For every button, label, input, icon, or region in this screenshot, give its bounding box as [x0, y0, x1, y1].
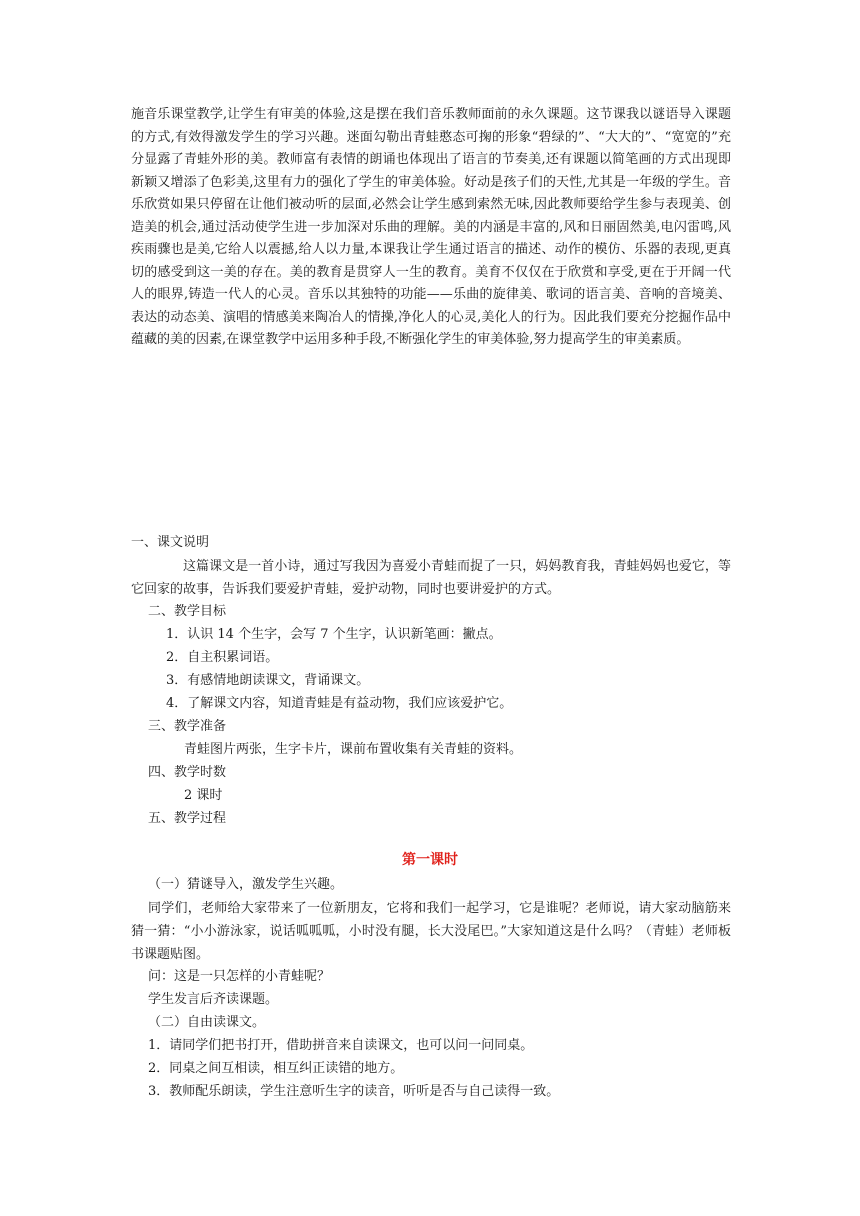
reading-step-item: 2．同桌之间互相读，相互纠正读错的地方。	[148, 1061, 404, 1076]
section-heading-preparation: 三、教学准备	[148, 719, 227, 734]
goal-item: 3．有感情地朗读课文，背诵课文。	[166, 673, 370, 688]
question-text: 问：这是一只怎样的小青蛙呢？	[148, 969, 331, 984]
intro-paragraph: 施音乐课堂教学,让学生有审美的体验,这是摆在我们音乐教师面前的永久课题。这节课我以谜语导入课题的方式,有效得激发学生的学习兴趣。迷面勾勒出青蛙憨态可掬的形象“碧绿的”、“大大的”、“宽宽的”充分显露了青蛙外形的美。教师富有表情的朗诵也体现出了语言的节奏美,还有课题以简笔画的方式出现即新颖又增添了色彩美,这里有力的强化了学生的审美体验。好动是孩子们的天性,尤其是一年级的学生。音乐欣赏如果只停留在让他们被动听的层面,必然会让学生感到索然无味,因此教师要给学生参与表现美、创造美的机会,通过活动使学生进一步加深对乐曲的理解。美的内涵是丰富的,风和日丽固然美,电闪雷鸣,风疾雨骤也是美,它给人以震撼,给人以力量,本课我让学生通过语言的描述、动作的模仿、乐器的表现,更真切的感受到这一美的存在。美的教育是贯穿人一生的教育。美育不仅仅在于欣赏和享受,更在于开阔一代人的眼界,铸造一代人的心灵。音乐以其独特的功能——乐曲的旋律美、歌词的语言美、音响的音境美、表达的动态美、演唱的情感美来陶冶人的情操,净化人的心灵,美化人的行为。因此我们要充分挖掘作品中蕴藏的美的因素,在课堂教学中运用多种手段,不断强化学生的审美体验,努力提高学生的审美素质。	[131, 107, 731, 347]
hours-text: 2 课时	[184, 788, 223, 803]
section-heading-text-notes: 一、课文说明	[131, 535, 210, 550]
section-heading-hours: 四、教学时数	[148, 765, 227, 780]
goal-item: 2．自主积累词语。	[166, 650, 279, 665]
preparation-text: 青蛙图片两张，生字卡片，课前布置收集有关青蛙的资料。	[184, 742, 523, 757]
lesson-title: 第一课时	[402, 852, 458, 868]
step-heading-riddle: （一）猜谜导入，激发学生兴趣。	[148, 877, 344, 892]
text-notes-paragraph: 这篇课文是一首小诗，通过写我因为喜爱小青蛙而捉了一只，妈妈教育我，青蛙妈妈也爱它，等它回家的故事，告诉我们要爱护青蛙，爱护动物，同时也要讲爱护的方式。	[131, 559, 731, 597]
step-heading-free-reading: （二）自由读课文。	[148, 1015, 266, 1030]
goal-item: 1．认识 14 个生字，会写 7 个生字，认识新笔画：撇点。	[166, 627, 502, 642]
goal-item: 4．了解课文内容，知道青蛙是有益动物，我们应该爱护它。	[166, 696, 513, 711]
reading-step-item: 3．教师配乐朗读，学生注意听生字的读音，听听是否与自己读得一致。	[148, 1084, 560, 1099]
answer-text: 学生发言后齐读课题。	[148, 992, 279, 1007]
reading-step-item: 1．请同学们把书打开，借助拼音来自读课文，也可以问一问同桌。	[148, 1038, 534, 1053]
riddle-paragraph: 同学们，老师给大家带来了一位新朋友，它将和我们一起学习，它是谁呢？老师说，请大家动脑筋来猜一猜：“小小游泳家，说话呱呱呱，小时没有腿，长大没尾巴。”大家知道这是什么吗？（青蛙）老师板书课题贴图。	[131, 901, 731, 962]
section-heading-goals: 二、教学目标	[148, 604, 227, 619]
section-heading-process: 五、教学过程	[148, 811, 227, 826]
